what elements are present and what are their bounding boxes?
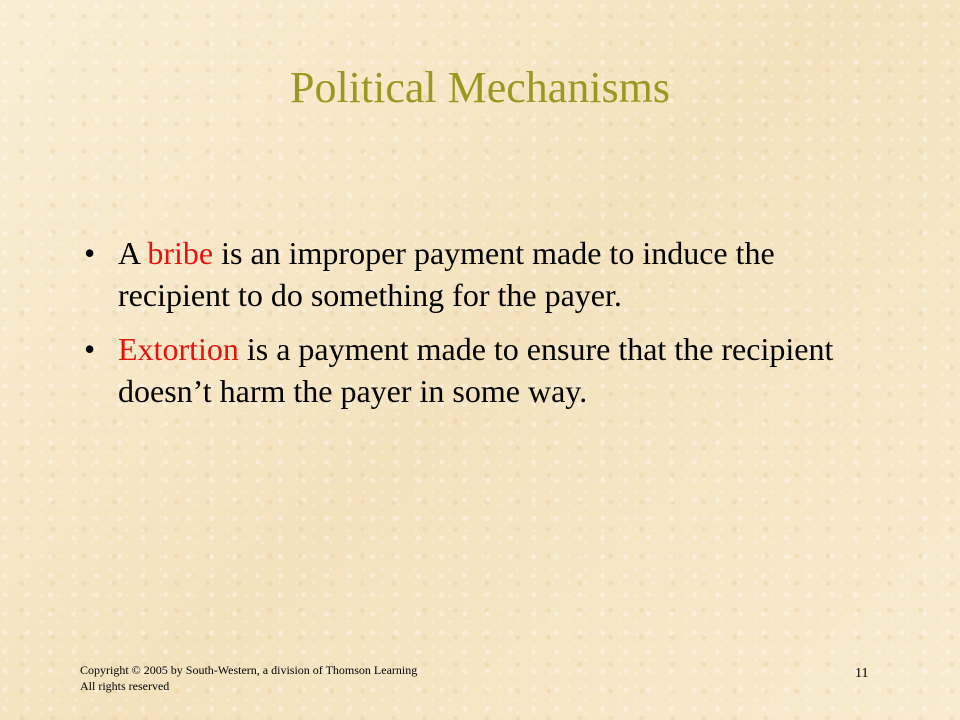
bullet-marker: • <box>84 235 96 271</box>
highlight-term-bribe: bribe <box>147 235 214 271</box>
bullet-text: is a payment made to ensure that the recipient doesn’t harm the payer in some way. <box>118 331 834 409</box>
slide-title: Political Mechanisms <box>289 63 671 112</box>
bullet-marker: • <box>84 331 96 367</box>
page-number: 11 <box>855 666 869 681</box>
bullet-item-bribe <box>80 232 880 316</box>
bullet-item-extortion <box>80 328 880 412</box>
bullet-text: is an improper payment made to induce the recipient to do something for the payer. <box>118 235 775 313</box>
copyright-notice <box>80 662 417 694</box>
bullet-list <box>80 232 880 424</box>
copyright-line: Copyright © 2005 by South-Western, a division of Thomson Learning <box>80 663 418 677</box>
rights-line: All rights reserved <box>80 679 170 693</box>
highlight-term-extortion: Extortion <box>118 331 239 367</box>
bullet-prefix: A <box>118 235 148 271</box>
